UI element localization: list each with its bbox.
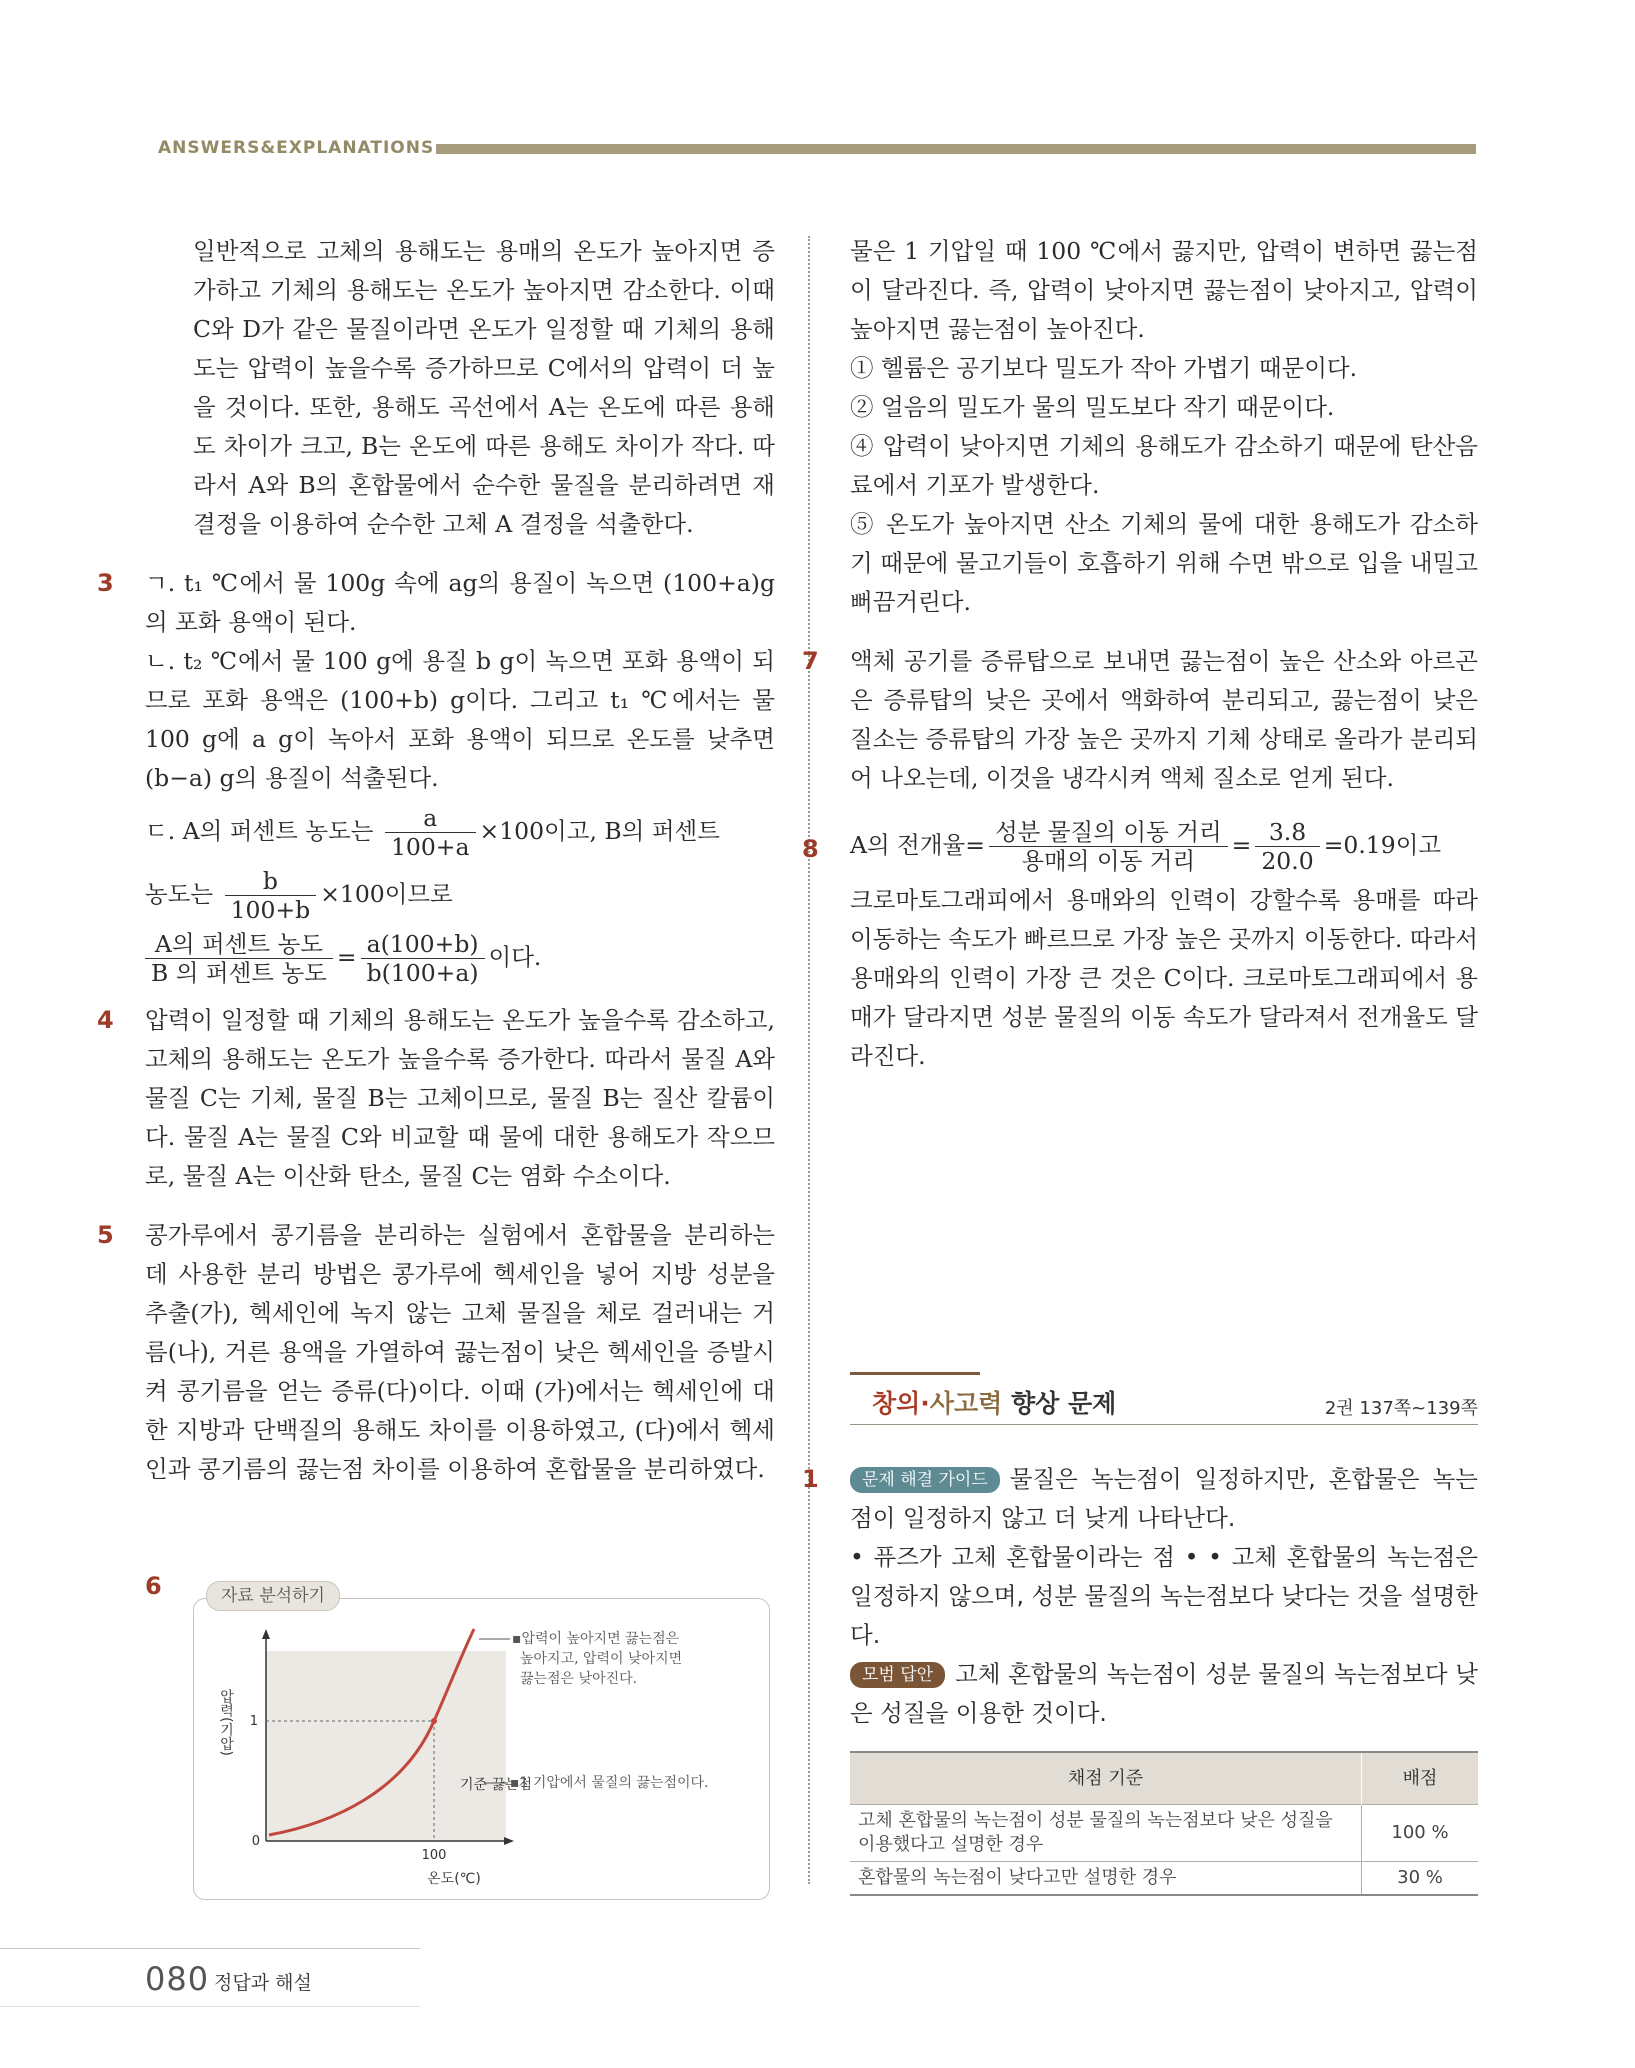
y-axis-label: 압력(기압) (218, 1689, 234, 1756)
question-number: 4 (97, 1006, 114, 1034)
running-header-bar (436, 144, 1476, 154)
question-number: 6 (145, 1572, 162, 1600)
option-1: ① 헬륨은 공기보다 밀도가 작아 가볍기 때문이다. (850, 354, 1358, 382)
q2-text: 일반적으로 고체의 용해도는 용매의 온도가 높아지면 증가하고 기체의 용해도는 온도가 높아지면 감소한다. 이때 C와 D가 같은 물질이라면 온도가 일정할 때 기체의 용해도는 압력이 높을수록 증가하므로 C에서의 압력이 더 높을 것이다. 또한, 용해도 곡선에서 A는 온도에 따른 용해도 차이가 크고, B는 온도에 따른 용해도 차이가 작다. 따라서 A와 B의 혼합물에서 순수한 물질을 분리하려면 재결정을 이용하여 순수한 고체 A 결정을 석출한다. (193, 237, 775, 538)
section-title: 창의·사고력 향상 문제 (872, 1389, 1117, 1418)
fraction-rf: $\frac{\text{성분 물질의 이동 거리}}{\text{용매의 이동 거리}}$ (989, 818, 1228, 875)
x-axis-label: 온도(℃) (427, 1871, 481, 1887)
q4-text: 압력이 일정할 때 기체의 용해도는 온도가 높을수록 감소하고, 고체의 용해도는 온도가 높을수록 증가한다. 따라서 물질 A와 물질 C는 기체, 물질 B는 고체이므로, 물질 B는 질산 칼륨이다. 물질 A는 물질 C와 비교할 때 물에 대한 용해도가 작으므로, 물질 A는 이산화 탄소, 물질 C는 염화 수소이다. (145, 1006, 775, 1190)
x-tick-100: 100 (421, 1848, 447, 1863)
footer-rule-bottom (0, 2006, 420, 2007)
question-3 (97, 564, 775, 987)
q3-part-e: $\frac{\text{A의 퍼센트 농도}}{\text{B 의 퍼센트 농도}}$ = $\frac{a(100+b)}{b(100+a)}$ 이다. (145, 930, 775, 987)
question-number: 3 (97, 569, 114, 597)
x-axis-arrow (504, 1837, 514, 1845)
note1-line1: ▪압력이 높아지면 끓는점은 (512, 1631, 680, 1647)
normal-boiling-point-marker (431, 1718, 437, 1724)
criteria-cell: 혼합물의 녹는점이 낮다고만 설명한 경우 (850, 1862, 1362, 1896)
q8-text: 크로마토그래피에서 용매와의 인력이 강할수록 용매를 따라 이동하는 속도가 빠르므로 가장 높은 곳까지 이동한다. 따라서 용매와의 인력이 가장 큰 것은 C이다. 크로마토그래피에서 용매가 달라지면 성분 물질의 이동 속도가 달라져서 전개율도 달라진다. (850, 886, 1478, 1070)
question-number: 1 (802, 1465, 819, 1493)
q6-explanation (850, 232, 1478, 622)
question-8 (802, 818, 1478, 1076)
section-underline (850, 1424, 1478, 1425)
option-5: ⑤ 온도가 높아지면 산소 기체의 물에 대한 용해도가 감소하기 때문에 물고기들이 호흡하기 위해 수면 밖으로 입을 내밀고 뻐끔거린다. (850, 510, 1478, 616)
question-7 (802, 642, 1478, 798)
table-row (850, 1805, 1478, 1862)
fraction-values: $\frac{3.8}{20.0}$ (1255, 818, 1319, 875)
section-accent-bar (850, 1372, 980, 1375)
header-points: 배점 (1362, 1752, 1479, 1805)
question-5 (97, 1216, 775, 1489)
right-column (802, 232, 1478, 1090)
q6-text: 물은 1 기압일 때 100 ℃에서 끓지만, 압력이 변하면 끓는점이 달라진다. 즉, 압력이 낮아지면 끓는점이 낮아지고, 압력이 높아지면 끓는점이 높아진다. (850, 237, 1478, 343)
data-analysis-tab: 자료 분석하기 (206, 1581, 340, 1611)
model-answer: 모범 답안 고체 혼합물의 녹는점이 성분 물질의 녹는점보다 낮은 성질을 이용한 것이다. (850, 1660, 1478, 1727)
running-header-label: ANSWERS&EXPLANATIONS (158, 138, 435, 158)
reference-label: 기준 끓는점 (460, 1777, 533, 1793)
guide-paragraph: 문제 해결 가이드 물질은 녹는점이 일정하지만, 혼합물은 녹는점이 일정하지 않고 더 낮게 나타난다. (850, 1465, 1478, 1532)
model-answer-badge: 모범 답안 (850, 1662, 945, 1688)
grading-header-row (850, 1752, 1478, 1805)
plot-background (266, 1651, 506, 1841)
data-analysis-box (193, 1586, 770, 1900)
q3-part-a: ㄱ. t₁ ℃에서 물 100g 속에 ag의 용질이 녹으면 (100+a)g의 포화 용액이 된다. (145, 569, 775, 636)
option-2: ② 얼음의 밀도가 물의 밀도보다 작기 때문이다. (850, 393, 1335, 421)
table-row (850, 1862, 1478, 1896)
guide-badge: 문제 해결 가이드 (850, 1467, 1000, 1493)
q5-text: 콩가루에서 콩기름을 분리하는 실험에서 혼합물을 분리하는 데 사용한 분리 방법은 콩가루에 헥세인을 넣어 지방 성분을 추출(가), 헥세인에 녹지 않는 고체 물질을 체로 걸러내는 거름(나), 거른 용액을 가열하여 끓는점이 낮은 헥세인을 증발시켜 콩기름을 얻는 증류(다)이다. 이때 (가)에서는 헥세인에 대한 지방과 단백질의 용해도 차이를 이용하였고, (다)에서 헥세인과 콩기름의 끓는점 차이를 이용하여 혼합물을 분리하였다. (145, 1221, 775, 1483)
left-column (97, 232, 775, 1503)
fraction-ratio: $\frac{\text{A의 퍼센트 농도}}{\text{B 의 퍼센트 농도}}$ (145, 930, 333, 987)
question-number: 5 (97, 1221, 114, 1249)
question-4 (97, 1001, 775, 1196)
footer-rule (0, 1948, 420, 1949)
section-page-ref: 2권 137쪽~139쪽 (1324, 1398, 1478, 1419)
points-cell: 30 % (1362, 1862, 1479, 1896)
q3-part-b: ㄴ. t₂ ℃에서 물 100 g에 용질 b g이 녹으면 포화 용액이 되므로 포화 용액은 (100+b) g이다. 그리고 t₁ ℃에서는 물 100 g에 a g이 녹아서 포화 용액이 되므로 온도를 낮추면 (b−a) g의 용질이 석출된다. (145, 647, 775, 792)
fraction-result: $\frac{a(100+b)}{b(100+a)}$ (361, 930, 485, 987)
fraction-a: $\frac{a}{100+a}$ (385, 804, 476, 861)
page-number: 080 (145, 1960, 210, 1998)
note1-line2: 높아지고, 압력이 낮아지면 (520, 1651, 683, 1667)
origin-label: 0 (251, 1834, 260, 1849)
question-number: 7 (802, 647, 819, 675)
points-cell: 100 % (1362, 1805, 1479, 1862)
pressure-boiling-point-graph (194, 1599, 769, 1899)
grading-table (850, 1751, 1478, 1896)
note1-line3: 끓는점은 낮아진다. (520, 1671, 638, 1687)
header-criteria: 채점 기준 (850, 1752, 1362, 1805)
guide-bullets: • 퓨즈가 고체 혼합물이라는 점 • • 고체 혼합물의 녹는점은 일정하지 않으며, 성분 물질의 녹는점보다 낮다는 것을 설명한다. (850, 1543, 1478, 1649)
q2-continuation (145, 232, 775, 544)
footer-title: 정답과 해설 (214, 1972, 312, 1994)
option-4: ④ 압력이 낮아지면 기체의 용해도가 감소하기 때문에 탄산음료에서 기포가 발생한다. (850, 432, 1478, 499)
q3-part-c: ㄷ. A의 퍼센트 농도는 $\frac{a}{100+a}$ ×100이고, B의 퍼센트 (145, 804, 720, 861)
note2-text: ▪1 기압에서 물질의 끓는점이다. (510, 1775, 709, 1791)
question-number: 8 (802, 835, 819, 863)
criteria-cell: 고체 혼합물의 녹는점이 성분 물질의 녹는점보다 낮은 성질을 이용했다고 설명한 경우 (850, 1805, 1362, 1862)
y-axis-arrow (262, 1629, 270, 1639)
y-tick-1: 1 (249, 1714, 258, 1729)
q3-part-d: 농도는 $\frac{b}{100+b}$ ×100이므로 (145, 867, 453, 924)
fraction-b: $\frac{b}{100+b}$ (225, 867, 317, 924)
creative-question-1 (802, 1460, 1478, 1896)
q7-text: 액체 공기를 증류탑으로 보내면 끓는점이 높은 산소와 아르곤은 증류탑의 낮은 곳에서 액화하여 분리되고, 끓는점이 낮은 질소는 증류탑의 가장 높은 곳까지 기체 상태로 올라가 분리되어 나오는데, 이것을 냉각시켜 액체 질소로 얻게 된다. (850, 647, 1478, 792)
q8-formula: A의 전개율= $\frac{\text{성분 물질의 이동 거리}}{\text{용매의 이동 거리}}$ = $\frac{3.8}{20.0}$ =0.19이고 (850, 818, 1442, 875)
